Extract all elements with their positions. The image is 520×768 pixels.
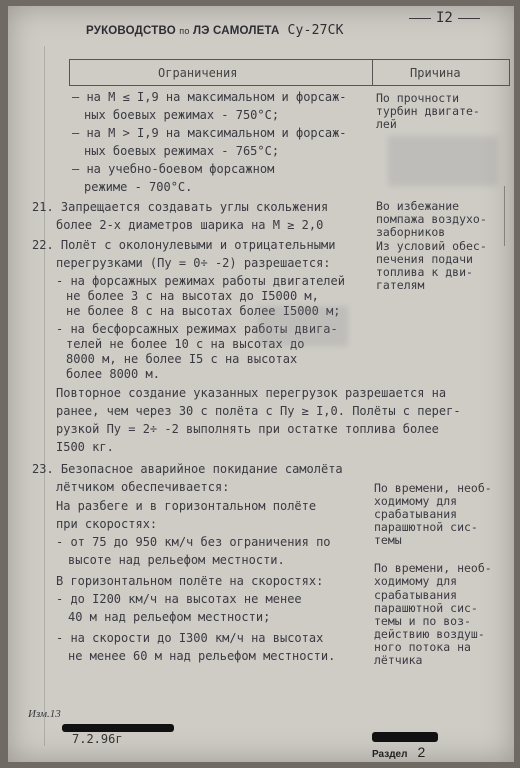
- revision-mark: Изм.13: [28, 708, 61, 720]
- paper-smudge: [258, 306, 348, 346]
- body-line: телей не более 10 с на высотах до: [66, 337, 305, 351]
- body-line: 22. Полёт с околонулевыми и отрицательными: [32, 238, 336, 252]
- redaction-bar: [372, 732, 438, 742]
- body-line: – на учебно-боевом форсажном: [72, 162, 275, 176]
- reason-line: ходимому для: [374, 494, 458, 508]
- column-header-limits: Ограничения: [158, 66, 238, 80]
- table-border-right: [509, 59, 510, 85]
- body-line: более 8000 м.: [66, 367, 160, 381]
- right-margin-mark: [504, 186, 505, 246]
- reason-line: лей: [376, 117, 397, 131]
- aircraft-model: Су-27СК: [287, 23, 344, 38]
- reason-line: действию воздуш-: [374, 627, 485, 641]
- body-line: перегрузками (Пу = 0÷ -2) разрешается:: [56, 256, 331, 270]
- reason-line: срабатывания: [374, 588, 458, 602]
- reason-line: По прочности: [376, 91, 460, 105]
- body-line: – на М > I,9 на максимальном и форсаж-: [72, 126, 347, 140]
- body-line: рузкой Пу = 2÷ -2 выполнять при остатке топлива более: [56, 422, 439, 436]
- page-number: I2: [404, 10, 485, 26]
- body-line: 8000 м, не более I5 с на высотах: [66, 352, 298, 366]
- body-line: ных боевых режимах - 750°С;: [84, 108, 280, 122]
- reason-line: темы и по воз-: [374, 614, 471, 628]
- reason-line: По времени, необ-: [374, 561, 492, 575]
- table-border-top: [69, 59, 510, 60]
- body-line: – на М ≤ I,9 на максимальном и форсаж-: [72, 90, 347, 104]
- reason-line: ходимому для: [374, 574, 458, 588]
- body-line: не более 8 с на высотах более I5000 м;: [66, 304, 341, 318]
- reason-line: Из условий обес-: [376, 239, 487, 253]
- body-line: 21. Запрещается создавать углы скольжения: [32, 200, 329, 214]
- body-line: ранее, чем через 30 с полёта с Пу ≥ I,0. Полёты с перег-: [56, 404, 461, 418]
- reason-line: заборников: [376, 225, 446, 239]
- revision-date: 7.2.96г: [72, 732, 123, 746]
- body-line: В горизонтальном полёте на скоростях:: [56, 574, 324, 588]
- redaction-bar: [62, 724, 174, 732]
- table-header-divider: [69, 85, 510, 86]
- table-border-left: [69, 59, 70, 85]
- reason-line: помпажа воздухо-: [376, 212, 487, 226]
- section-number: 2: [417, 744, 426, 760]
- document-page: [8, 6, 514, 762]
- body-line: высоте над рельефом местности.: [68, 553, 285, 567]
- reason-line: гателям: [376, 278, 425, 292]
- body-line: не более 3 с на высотах до I5000 м,: [66, 289, 319, 303]
- reason-line: турбин двигате-: [376, 104, 480, 118]
- reason-line: печения подачи: [376, 252, 473, 266]
- body-line: - до I200 км/ч на высотах не менее: [56, 592, 302, 606]
- reason-line: топлива к дви-: [376, 265, 473, 279]
- body-line: более 2-х диаметров шарика на М ≥ 2,0: [56, 218, 324, 232]
- body-line: ных боевых режимах - 765°С;: [84, 144, 280, 158]
- body-line: при скоростях:: [56, 517, 158, 531]
- reason-line: парашютной сис-: [374, 601, 478, 615]
- body-line: I500 кг.: [56, 440, 114, 454]
- body-line: режиме - 700°С.: [84, 180, 193, 194]
- column-header-reason: Причина: [410, 66, 461, 80]
- body-line: - на скорости до I300 км/ч на высотах: [56, 631, 324, 645]
- reason-line: темы: [374, 533, 402, 547]
- reason-line: парашютной сис-: [374, 520, 478, 534]
- reason-line: ного потока на: [374, 640, 471, 654]
- reason-line: срабатывания: [374, 507, 458, 521]
- paper-smudge: [388, 136, 498, 186]
- table-column-divider: [372, 59, 373, 85]
- reason-line: Во избежание: [376, 199, 460, 213]
- body-line: не менее 60 м над рельефом местности.: [68, 649, 336, 663]
- reason-line: По времени, необ-: [374, 481, 492, 495]
- body-line: 40 м над рельефом местности;: [68, 610, 271, 624]
- document-title: РУКОВОДСТВО по ЛЭ САМОЛЕТА Су-27СК: [86, 23, 344, 38]
- section-label: Раздел 2: [372, 744, 426, 760]
- body-line: На разбеге и в горизонтальном полёте: [56, 499, 317, 513]
- body-line: - на бесфорсажных режимах работы двига-: [56, 322, 338, 336]
- body-line: лётчиком обеспечивается:: [56, 480, 230, 494]
- margin-line: [44, 46, 45, 746]
- body-line: Повторное создание указанных перегрузок разрешается на: [56, 386, 447, 400]
- body-line: - от 75 до 950 км/ч без ограничения по: [56, 535, 331, 549]
- body-line: 23. Безопасное аварийное покидание самолёта: [32, 462, 343, 476]
- reason-line: лётчика: [374, 653, 423, 667]
- body-line: - на форсажных режимах работы двигателей: [56, 274, 345, 288]
